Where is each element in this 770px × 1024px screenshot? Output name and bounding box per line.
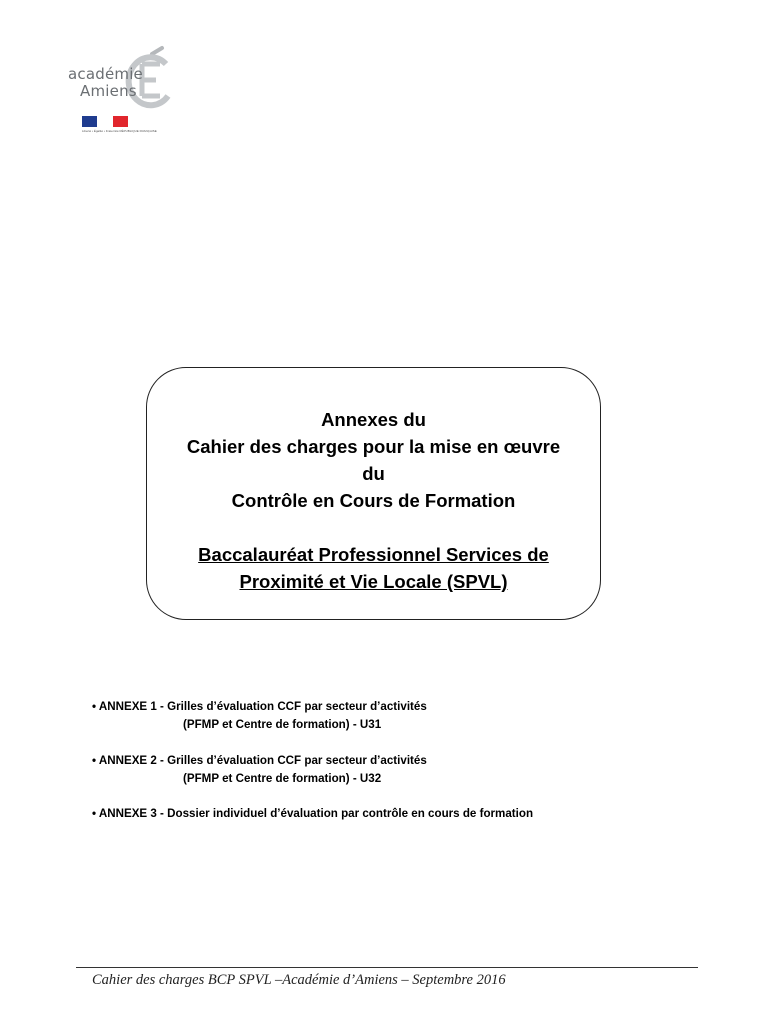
logo-word-academie: académie — [68, 65, 143, 83]
subtitle-line-2: Proximité et Vie Locale (SPVL) — [239, 571, 508, 592]
annex-item-2 — [92, 752, 427, 788]
footer-text: Cahier des charges BCP SPVL –Académie d’Amiens – Septembre 2016 — [92, 972, 506, 988]
title-line-3: du — [362, 463, 385, 484]
title-line-2: Cahier des charges pour la mise en œuvre — [186, 436, 561, 457]
republique-francaise-caption: Liberté • Égalité • Fraternité RÉPUBLIQUE FRANÇAISE — [82, 129, 157, 133]
annex-2-title: • ANNEXE 2 - Grilles d’évaluation CCF par secteur d’activités — [92, 754, 427, 767]
academie-amiens-logo — [60, 40, 180, 140]
french-flag-icon — [82, 116, 128, 127]
annex-3-title: • ANNEXE 3 - Dossier individuel d’évaluation par contrôle en cours de formation — [92, 807, 534, 820]
annex-1-title: • ANNEXE 1 - Grilles d’évaluation CCF par secteur d’activités — [92, 700, 427, 713]
annex-2-detail: (PFMP et Centre de formation) - U32 — [183, 772, 382, 785]
annex-1-detail: (PFMP et Centre de formation) - U31 — [183, 718, 382, 731]
title-line-4: Contrôle en Cours de Formation — [231, 490, 516, 511]
logo-word-amiens: Amiens — [80, 82, 137, 100]
title-box — [146, 367, 601, 620]
footer-divider — [76, 967, 698, 968]
title-line-1: Annexes du — [321, 409, 426, 430]
subtitle-line-1: Baccalauréat Professionnel Services de — [198, 544, 549, 565]
annex-item-3 — [92, 805, 533, 823]
annex-item-1 — [92, 698, 427, 734]
